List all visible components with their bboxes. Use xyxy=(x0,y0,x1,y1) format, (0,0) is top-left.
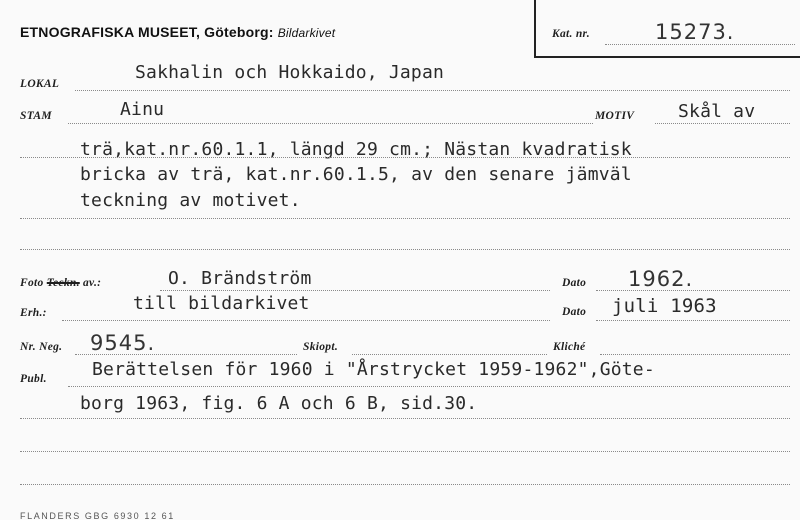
dato-line-2 xyxy=(596,320,790,321)
lokal-label: LOKAL xyxy=(20,78,60,90)
foto-value: O. Brändström xyxy=(168,268,312,289)
publ-line-2: borg 1963, fig. 6 A och 6 B, sid.30. xyxy=(80,393,478,414)
stam-label: STAM xyxy=(20,110,52,122)
rule-3 xyxy=(20,249,790,250)
nrneg-line xyxy=(75,354,297,355)
dato-label-1: Dato xyxy=(562,277,587,289)
kat-number: 15273. xyxy=(655,20,735,44)
rule-1 xyxy=(20,157,790,158)
printer-imprint: FLANDERS GBG 6930 12 61 xyxy=(20,511,175,520)
rule-4 xyxy=(20,418,790,419)
skiopt-label: Skiopt. xyxy=(303,341,339,353)
av-label: av.: xyxy=(82,277,102,289)
rule-2 xyxy=(20,218,790,219)
publ-label: Publ. xyxy=(20,373,47,385)
nrneg-label: Nr. Neg. xyxy=(20,341,63,353)
dato-line-1 xyxy=(596,290,790,291)
museum-name: ETNOGRAFISKA MUSEET, Göteborg: xyxy=(20,24,274,40)
motiv-label: MOTIV xyxy=(595,110,635,122)
description-line-3: teckning av motivet. xyxy=(80,190,301,211)
description-line-2: bricka av trä, kat.nr.60.1.5, av den senare jämväl xyxy=(80,164,632,185)
stam-value: Ainu xyxy=(120,99,165,120)
skiopt-line xyxy=(352,354,547,355)
foto-label-group xyxy=(20,277,101,289)
dato-label-2: Dato xyxy=(562,306,587,318)
erh-label: Erh.: xyxy=(20,307,47,319)
archive-name: Bildarkivet xyxy=(277,26,336,40)
erh-line xyxy=(62,320,550,321)
publ-line xyxy=(68,386,790,387)
motiv-line xyxy=(655,123,790,124)
lokal-line xyxy=(75,90,790,91)
kat-line xyxy=(605,44,795,45)
lokal-value: Sakhalin och Hokkaido, Japan xyxy=(135,62,445,83)
motiv-value: Skål av xyxy=(678,101,756,122)
stam-line xyxy=(68,123,593,124)
dato-value-2: juli 1963 xyxy=(612,295,717,317)
kliche-line xyxy=(600,354,790,355)
erh-value: till bildarkivet xyxy=(133,293,310,314)
kliche-label: Kliché xyxy=(553,341,586,353)
museum-heading xyxy=(20,24,335,40)
nrneg-value: 9545. xyxy=(90,331,156,355)
rule-6 xyxy=(20,484,790,485)
description-line-1: trä,kat.nr.60.1.1, längd 29 cm.; Nästan kvadratisk xyxy=(80,139,632,160)
foto-line xyxy=(160,290,550,291)
foto-label: Foto xyxy=(20,277,44,289)
teckn-label-struck: Teckn. xyxy=(46,277,80,289)
publ-line-1: Berättelsen för 1960 i "Årstrycket 1959-1962",Göte- xyxy=(92,359,655,380)
dato-value-1: 1962. xyxy=(628,267,694,291)
rule-5 xyxy=(20,451,790,452)
kat-label: Kat. nr. xyxy=(552,28,590,40)
